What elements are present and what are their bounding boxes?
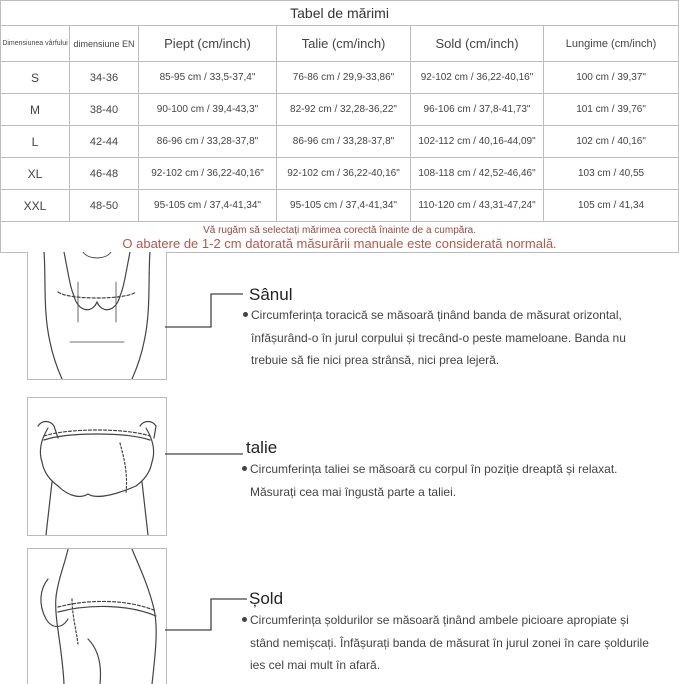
cell-length: 101 cm / 39,76" <box>544 94 679 126</box>
table-row <box>1 62 679 94</box>
col-header-hip: Sold (cm/inch) <box>411 26 544 62</box>
bullet-icon <box>242 617 247 622</box>
col-header-top-size: Dimensiunea vârfului <box>1 26 70 62</box>
table-row <box>1 190 679 222</box>
bust-line-2: înfășurând-o în jurul corpului și trecând-o peste mameloane. Banda nu <box>251 330 626 345</box>
bullet-icon <box>243 312 248 317</box>
waist-title: talie <box>246 438 278 457</box>
cell-en: 42-44 <box>70 126 139 158</box>
cell-waist: 95-105 cm / 37,4-41,34" <box>277 190 411 222</box>
cell-waist: 76-86 cm / 29,9-33,86" <box>277 62 411 94</box>
table-row <box>1 126 679 158</box>
hip-title: Șold <box>249 589 284 608</box>
waist-illustration <box>27 397 167 536</box>
cell-chest: 85-95 cm / 33,5-37,4" <box>139 62 277 94</box>
waist-line-1: Circumferința taliei se măsoară cu corpul în poziție dreaptă și relaxat. <box>242 458 618 481</box>
waist-connector-line <box>165 446 245 460</box>
cell-hip: 102-112 cm / 40,16-44,09" <box>411 126 544 158</box>
cell-size: XL <box>1 158 70 190</box>
size-table <box>0 0 679 253</box>
cell-chest: 95-105 cm / 37,4-41,34" <box>139 190 277 222</box>
col-header-length: Lungime (cm/inch) <box>544 26 679 62</box>
table-row <box>1 94 679 126</box>
cell-chest: 90-100 cm / 39,4-43,3" <box>139 94 277 126</box>
cell-en: 46-48 <box>70 158 139 190</box>
cell-hip: 92-102 cm / 36,22-40,16" <box>411 62 544 94</box>
hip-line-2: stând nemișcați. Înfășurați banda de măsurat în jurul zonei în care șoldurile <box>250 635 649 650</box>
bust-title: Sânul <box>249 285 293 304</box>
cell-en: 34-36 <box>70 62 139 94</box>
bust-illustration <box>27 252 167 380</box>
hip-line-3: ies cel mai mult în afară. <box>250 658 381 672</box>
bullet-icon <box>242 466 247 471</box>
col-header-chest: Piept (cm/inch) <box>139 26 277 62</box>
bust-line-1: Circumferința toracică se măsoară ținând banda de măsurat orizontal, <box>243 304 626 327</box>
table-header-row <box>1 26 679 62</box>
cell-hip: 108-118 cm / 42,52-46,46" <box>411 158 544 190</box>
bust-line-3: trebuie să fie nici prea strânsă, nici prea lejeră. <box>251 353 500 367</box>
cell-length: 103 cm / 40,55 <box>544 158 679 190</box>
hip-line-1: Circumferința șoldurilor se măsoară ținând ambele picioare apropiate și <box>242 609 649 632</box>
hip-description <box>242 609 649 677</box>
col-header-en-size: dimensiune EN <box>70 26 139 62</box>
cell-chest: 86-96 cm / 33,28-37,8" <box>139 126 277 158</box>
cell-waist: 82-92 cm / 32,28-36,22" <box>277 94 411 126</box>
note-deviation: O abatere de 1-2 cm datorată măsurării manuale este considerată normală. <box>122 236 557 251</box>
cell-hip: 110-120 cm / 43,31-47,24" <box>411 190 544 222</box>
cell-en: 38-40 <box>70 94 139 126</box>
cell-length: 102 cm / 40,16" <box>544 126 679 158</box>
waist-description <box>242 458 618 503</box>
hip-illustration <box>27 548 167 684</box>
table-note <box>1 222 679 253</box>
cell-length: 105 cm / 41,34 <box>544 190 679 222</box>
bust-description <box>243 304 626 372</box>
waist-line-2: Măsurați cea mai îngustă parte a taliei. <box>250 484 457 499</box>
note-select-size: Vă rugăm să selectați mărimea corectă înainte de a cumpăra. <box>203 225 476 236</box>
cell-en: 48-50 <box>70 190 139 222</box>
cell-length: 100 cm / 39,37" <box>544 62 679 94</box>
cell-size: M <box>1 94 70 126</box>
hip-connector-line <box>165 594 249 634</box>
table-title: Tabel de mărimi <box>1 1 679 26</box>
table-row <box>1 158 679 190</box>
cell-chest: 92-102 cm / 36,22-40,16" <box>139 158 277 190</box>
cell-hip: 96-106 cm / 37,8-41,73" <box>411 94 544 126</box>
cell-waist: 92-102 cm / 36,22-40,16" <box>277 158 411 190</box>
cell-waist: 86-96 cm / 33,28-37,8" <box>277 126 411 158</box>
col-header-waist: Talie (cm/inch) <box>277 26 411 62</box>
cell-size: S <box>1 62 70 94</box>
bust-connector-line <box>165 290 245 330</box>
cell-size: L <box>1 126 70 158</box>
cell-size: XXL <box>1 190 70 222</box>
